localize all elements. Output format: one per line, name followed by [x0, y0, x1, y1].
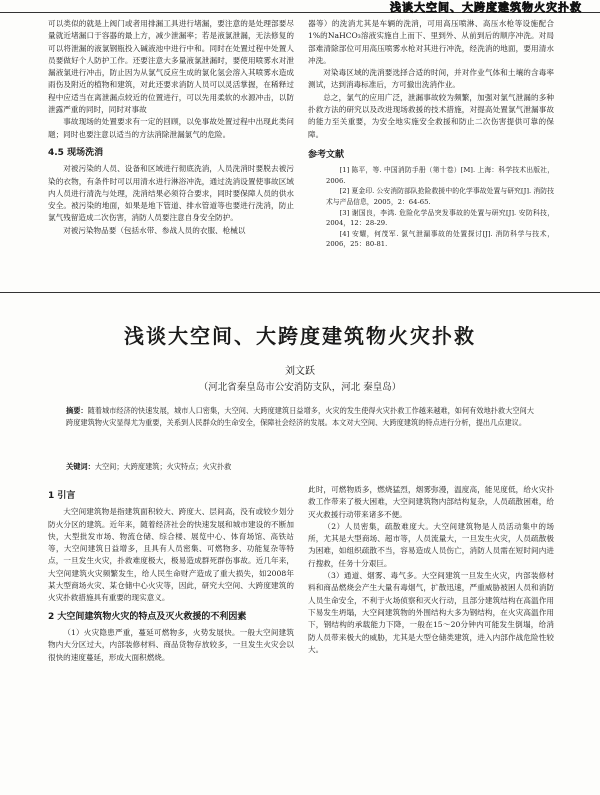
section-heading-2: 2 大空间建筑物火灾的特点及灭火救援的不利因素	[48, 611, 247, 622]
article-left-column	[48, 484, 294, 792]
article-right-column	[308, 484, 554, 792]
reference-item: [3] 谢国良，李鸿. 危险化学品突发事故的处置与研究[J]. 安防科技，2004，12：28-29.	[326, 208, 554, 228]
prev-paragraph: 器等）的洗消尤其是车辆的洗消，可用高压喷淋、高压水枪等设施配合1%的NaHCO₃溶液实施自上而下、里到外、从前到后的顺序冲洗。对局部难清除部位可用高压喷雾水枪对其进行冲洗，经洗消的地面，要用清水冲洗。	[308, 19, 554, 65]
reference-item: [1] 陈平，等. 中国消防手册（第十卷）[M]. 上海：科学技术出版社，2006.	[326, 166, 554, 185]
article-paragraph: 此时，可燃物质多，燃烧猛烈，烟雾弥漫，温度高，能见度低，给火灾扑救工作带来了极大困难，大空间建筑物内部结构复杂，人员疏散困难，给灭火救援行动带来诸多不便。	[308, 485, 554, 519]
prev-paragraph: 对染毒区域的洗消要选择合适的时间，并对作业气体和土壤的含毒率测试，达到消毒标准后，方可撤出洗消作业。	[308, 68, 554, 90]
prev-article-left-column	[48, 18, 294, 290]
keywords-label: 关键词：	[66, 462, 95, 471]
section-heading-1: 1 引言	[48, 491, 76, 501]
article-affiliation: （河北省秦皇岛市公安消防支队，河北 秦皇岛）	[198, 382, 402, 393]
prev-paragraph: 总之，氯气的应用广泛，泄漏事故较为频繁，加强对氯气泄漏的多种扑救方法的研究以及改进现场救援的技术措施，对提高处置氯气泄漏事故的能力至关重要，为安全地实施安全救援和防止二次伤害提供可靠的保障。	[308, 92, 554, 139]
running-header	[0, 0, 600, 13]
prev-article-right-column	[308, 18, 554, 290]
abstract	[66, 405, 534, 429]
article-title: 浅谈大空间、大跨度建筑物火灾扑救	[124, 324, 476, 348]
section-heading-4-5: 4.5 现场洗消	[48, 147, 104, 158]
article-author: 刘文跃	[285, 366, 315, 377]
references-heading: 参考文献	[308, 149, 345, 160]
article-paragraph: （2）人员密集，疏散难度大。大空间建筑物是人员活动集中的场所，尤其是大型商场、超市等，人员流量大，一旦发生火灾，人员疏散极为困难，如组织疏散不当，容易造成人员伤亡，消防人员需在短时间内进行搜救，任务十分艰巨。	[308, 521, 554, 568]
keywords-text: 大空间；大跨度建筑；火灾特点；火灾扑救	[94, 462, 232, 471]
article-paragraph: （3）通道、烟雾、毒气多。大空间建筑一旦发生火灾，内部装修材料和商品燃烧会产生大量有毒烟气，扩散迅速，严重威胁被困人员和消防人员生命安全，不利于火场侦察和灭火行动，且部分建筑结构在高温作用下易发生坍塌，大空间建筑物的外围结构大多为钢结构，在火灾高温作用下，钢结构的承载能力下降，一般在15～20分钟内可能发生倒塌，给消防人员带来极大的威胁，尤其是大型仓储类建筑，进入内部作战危险性较大。	[308, 571, 554, 654]
abstract-label: 摘要：	[66, 406, 88, 415]
prev-paragraph: 对被污染的人员、设备和区域进行彻底洗消，人员洗消时要脱去被污染的衣物，有条件时可以用清水进行淋浴冲洗，通过洗消设置使事故区域内人员进行清洗与处理，洗消结果必须符合要求，同时要保障人员的供水安全。被污染的地面，如果是地下管道、排水管道等也要进行洗消，防止氯气残留造成二次伤害，消防人员要注意自身安全防护。	[48, 164, 294, 223]
running-title: 浅谈大空间、大跨度建筑物火灾扑救	[390, 1, 582, 14]
reference-item: [4] 安耀，何茂军. 氯气泄漏事故的处置探讨[J]. 消防科学与技术，2006，25：80-81.	[326, 229, 554, 249]
keywords	[66, 461, 534, 472]
abstract-text: 随着城市经济的快速发展，城市人口密集，大空间、大跨度建筑日益增多，火灾的发生使得火灾扑救工作越来越难，如何有效地扑救大空间大跨度建筑物火灾显得尤为重要，关系到人民群众的生命安全，保障社会经济的发展。本文对大空间、大跨度建筑的特点进行分析，提出几点建议。	[66, 406, 534, 427]
article-paragraph: 大空间建筑物是指建筑面积较大、跨度大、层间高，没有或较少划分防火分区的建筑。近年来，随着经济社会的快速发展和城市建设的不断加快，大型批发市场、物流仓储、综合楼、展览中心、体育场馆、高铁站等，大空间建筑日益增多，且具有人员密集、可燃物多、功能复杂等特点，一旦发生火灾，扑救难度极大，极易造成群死群伤事故。近几年来，大空间建筑火灾频繁发生，给人民生命财产造成了重大损失，如2008年某大型商场火灾、某仓储中心火灾等，因此，研究大空间、大跨度建筑的火灾扑救措施具有重要的现实意义。	[48, 507, 294, 603]
article-paragraph: （1）火灾隐患严重，蔓延可燃物多，火势发展快。一般大空间建筑物内大分区过大，内部装修材料、商品货物存放较多，一旦发生火灾会以很快的速度蔓延，形成大面积燃烧。	[48, 627, 294, 662]
prev-paragraph: 可以类似的就是上阀门或者用排漏工具进行堵漏，要注意的是处理部要尽量就近堵漏口于容器的最上方，减少泄漏率；若是液氯泄漏，无法修复的可以将泄漏的液氯钢瓶投入碱液池中进行中和。同时在处置过程中处置人员要做好个人防护工作。还要注意大多量液氯泄漏时，要使用喷雾水对泄漏液氯进行冲击，防止因为从氯气反应生成的氯化氢会溶入其喷雾水造成雨伤及附近的植物和建筑，对此还要求消防人员可以灵活掌握，在稀释过程中应适当在离泄漏点较近的位置进行，可以先用柔软的水源冲击，以防泄露严重的同时，同时对事故	[48, 19, 294, 115]
prev-paragraph: 事故现场的处置要求有一定的回顾，以免事故处置过程中出现此类问题；同时也要注意以适当的方法消除泄漏氯气的危险。	[48, 117, 294, 139]
reference-item: [2] 夏金印. 公安消防部队抢险救援中的化学事故处置与研究[J]. 消防技术与产品信息，2005，2：64-65.	[326, 187, 554, 207]
article-divider	[0, 292, 600, 293]
prev-paragraph: 对被污染物品要（包括水带、参战人员的衣服、枪械以	[63, 225, 246, 235]
